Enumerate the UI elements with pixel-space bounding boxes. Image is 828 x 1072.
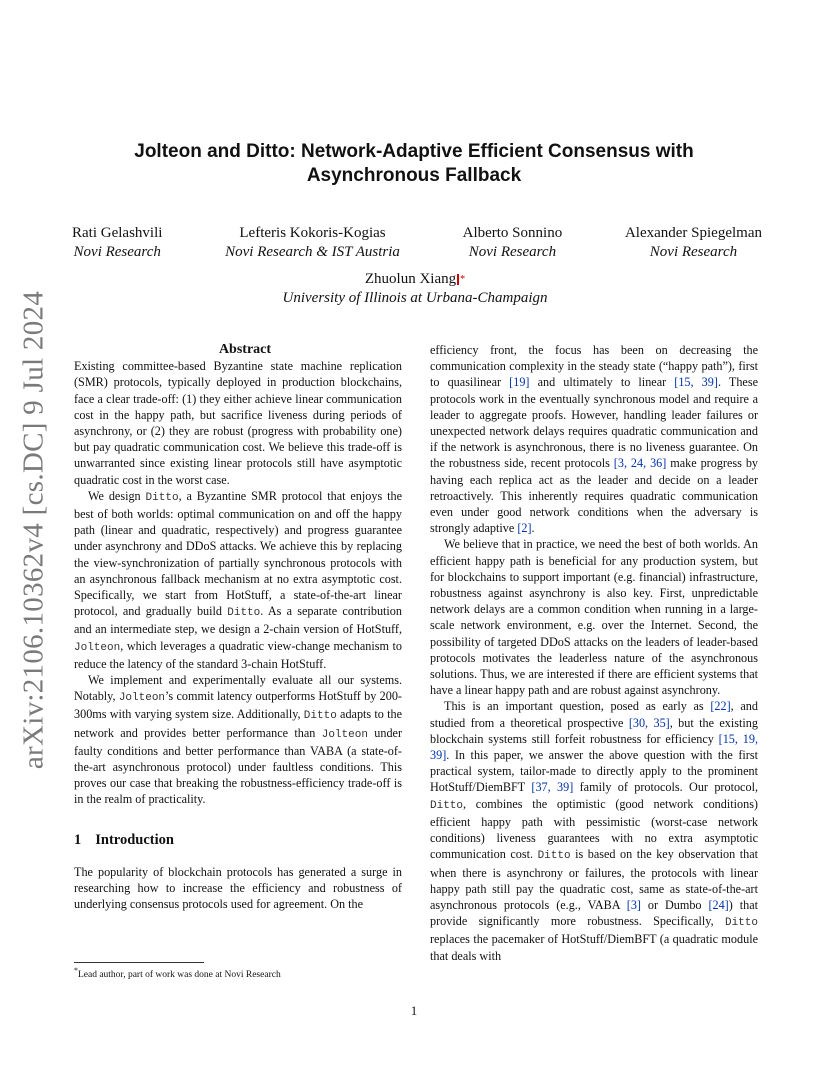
- code-term: Ditto: [537, 850, 571, 863]
- section-number: 1: [74, 831, 82, 848]
- author-affiliation: Novi Research: [468, 244, 557, 260]
- citation-link[interactable]: [30, 35]: [628, 715, 670, 730]
- abstract-paragraph: We design Ditto, a Byzantine SMR protocol that enjoys the best of both worlds: optimal communication on and off the happy path (linear and quadratic, respectively) and progress guarantee under asynchrony and DDoS attacks. We achieve this by replacing the view-synchronization of partially synchronous protocols with an asynchronous fallback mechanism at no extra asymptotic cost. Specifically, we start from HotStuff, a state-of-the-art linear protocol, and gradually build Ditto. As a separate contribution and an intermediate step, we design a 2-chain version of HotStuff, Jolteon, which leverages a quadratic view-change mechanism to reduce the latency of the standard 3-chain HotStuff.: [74, 488, 402, 671]
- right-column: [430, 342, 758, 964]
- footnote-text: Lead author, part of work was done at Novi Research: [77, 970, 281, 981]
- code-term: Jolteon: [118, 692, 166, 705]
- footnote-link[interactable]: *: [457, 274, 465, 285]
- citation-link[interactable]: [24]: [708, 897, 729, 912]
- citation-link[interactable]: [3, 24, 36]: [613, 456, 667, 471]
- author-affiliation: Novi Research & IST Austria: [225, 244, 400, 260]
- author-name: Zhuolun Xiang: [364, 271, 457, 287]
- code-term: Ditto: [303, 710, 337, 723]
- author-name: Lefteris Kokoris-Kogias: [239, 225, 386, 241]
- code-term: Jolteon: [321, 728, 368, 741]
- corresponding-author: [270, 270, 560, 308]
- code-term: Ditto: [430, 799, 464, 812]
- citation-link[interactable]: [3]: [626, 897, 641, 912]
- body-paragraph: The popularity of blockchain protocols has generated a surge in researching how to increase the efficiency and robustness of underlying consensus protocols used for agreement. On the: [74, 864, 402, 912]
- section-title: Introduction: [95, 831, 174, 848]
- footnote: [74, 965, 281, 981]
- code-term: Ditto: [227, 607, 261, 620]
- citation-link[interactable]: [15, 39]: [674, 375, 718, 390]
- author-affiliation: Novi Research: [649, 244, 738, 260]
- author: [225, 224, 400, 262]
- arxiv-identifier: arXiv:2106.10362v4 [cs.DC] 9 Jul 2024: [17, 290, 50, 770]
- citation-link[interactable]: [22]: [710, 699, 731, 714]
- paper-title: Jolteon and Ditto: Network-Adaptive Efficient Consensus with Asynchronous Fallback: [134, 141, 694, 186]
- author: [72, 224, 162, 262]
- author-affiliation: University of Illinois at Urbana-Champaign: [282, 290, 548, 306]
- footnote-divider: [74, 962, 204, 963]
- citation-link[interactable]: [15, 19, 39]: [430, 731, 758, 763]
- abstract-heading: Abstract: [218, 342, 272, 357]
- code-term: Ditto: [724, 917, 758, 930]
- author-block: [72, 224, 762, 262]
- author-affiliation: Novi Research: [73, 244, 161, 260]
- citation-link[interactable]: [2]: [517, 521, 532, 536]
- arxiv-sidebar: [6, 290, 62, 770]
- body-paragraph: We believe that in practice, we need the best of both worlds. An efficient happy path is beneficial for any production system, but for blockchains to support important (e.g. financial) infrastructure, robustness against asynchrony is also key. First, unpredictable network delays are a common condition when running in a large-scale network environment, e.g. over the Internet. Second, the possibility of targeted DDoS attacks on the leaders of leader-based protocols motivates the leaderless nature of the asynchronous solutions. Thus, we are interested if there are efficient systems that have a linear happy path and are robust against asynchrony.: [430, 537, 758, 698]
- citation-link[interactable]: [19]: [509, 375, 530, 390]
- author: [463, 224, 563, 262]
- author-name: Alexander Spiegelman: [624, 225, 762, 241]
- footnote-mark: *: [74, 966, 78, 975]
- abstract-paragraph: We implement and experimentally evaluate all our systems. Notably, Jolteon’s commit latency outperforms HotStuff by 200-300ms with varying system size. Additionally, Ditto adapts to the network and provides better performance than Jolteon under faulty conditions and better performance than VABA (a state-of-the-art asynchronous protocol) under faultless conditions. This proves our case that breaking the robustness-efficiency trade-off is in the realm of practicality.: [74, 673, 403, 807]
- body-paragraph: efficiency front, the focus has been on decreasing the communication complexity in the steady state (“happy path”), first to quasilinear [19] and ultimately to linear [15, 39]. These protocols work in the eventually synchronous model and require a leader to aggregate proofs. However, handling leader failures or unexpected network delays requires quadratic communication and if the network is asynchronous, there is no liveness guarantee. On the robustness side, recent protocols [3, 24, 36] make progress by having each replica act as the leader and decide on a leader retroactively. This inherently requires quadratic communication even under good network conditions when the adversary is strongly adaptive [2].: [430, 343, 759, 536]
- author-name: Rati Gelashvili: [72, 225, 163, 241]
- left-column: [74, 342, 402, 913]
- page-number: 1: [410, 1003, 418, 1018]
- code-term: Ditto: [145, 491, 179, 504]
- code-term: Jolteon: [74, 641, 121, 654]
- author: [625, 224, 762, 262]
- citation-link[interactable]: [37, 39]: [531, 780, 574, 795]
- section-heading: [74, 832, 402, 848]
- body-paragraph: This is an important question, posed as early as [22], and studied from a theoretical prospective [30, 35], but the existing blockchain systems still forfeit robustness for efficiency [15, 19, 39]. In this paper, we answer the above question with the first practical system, tailor-made to directly apply to the prominent HotStuff/DiemBFT [37, 39] family of protocols. Our protocol, Ditto, combines the optimistic (good network conditions) efficient happy path with pessimistic (worst-case network conditions) liveness guarantees with no extra asymptotic communication cost. Ditto is based on the key observation that when there is asynchrony or failures, the protocols with linear happy path still pay the quadratic cost, same as state-of-the-art asynchronous protocols (e.g., VABA [3] or Dumbo [24]) that provide significantly more robustness. Specifically, Ditto replaces the pacemaker of HotStuff/DiemBFT (a quadratic module that deals with: [430, 699, 758, 963]
- abstract-paragraph: Existing committee-based Byzantine state machine replication (SMR) protocols, typically deployed in production blockchains, face a clear trade-off: (1) they either achieve linear communication cost in the happy path, but sacrifice liveness during periods of asynchrony, or (2) they are robust (progress with probability one) but pay quadratic communication cost. We believe this trade-off is unwarranted since existing linear protocols still have asymptotic quadratic cost in the worst case.: [74, 359, 402, 487]
- author-name: Alberto Sonnino: [462, 225, 563, 241]
